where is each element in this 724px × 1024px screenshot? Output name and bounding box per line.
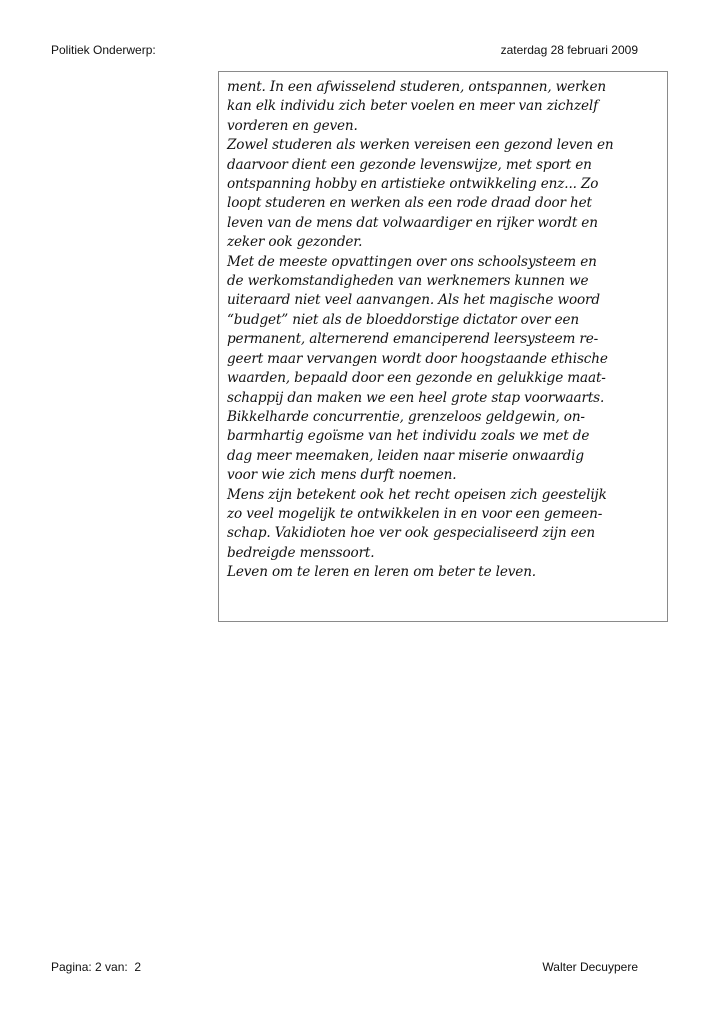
text-line: uiteraard niet veel aanvangen. Als het magische woord (227, 292, 600, 309)
text-line: geert maar vervangen wordt door hoogstaande ethische (227, 350, 608, 367)
text-box (218, 71, 668, 622)
text-line: zo veel mogelijk te ontwikkelen in en voor een gemeen- (227, 505, 603, 522)
text-line: daarvoor dient een gezonde levenswijze, met sport en (227, 156, 592, 173)
header-date: zaterdag 28 februari 2009 (500, 43, 638, 57)
text-line: loopt studeren en werken als een rode draad door het (227, 195, 592, 212)
text-line: ontspanning hobby en artistieke ontwikkeling enz... Zo (227, 176, 599, 193)
text-line: Zowel studeren als werken vereisen een gezond leven en (227, 137, 614, 154)
text-line: Bikkelharde concurrentie, grenzeloos geldgewin, on- (227, 408, 585, 425)
text-line: ment. In een afwisselend studeren, ontspannen, werken (227, 79, 606, 95)
text-line: waarden, bepaald door een gezonde en gelukkige maat- (227, 370, 606, 387)
text-line: zeker ook gezonder. (227, 234, 363, 251)
header-subject: Politiek Onderwerp: (51, 43, 156, 57)
text-line: barmhartig egoïsme van het individu zoals we met de (227, 428, 590, 445)
text-line: de werkomstandigheden van werknemers kunnen we (227, 273, 589, 290)
text-line: schappij dan maken we een heel grote stap voorwaarts. (227, 389, 605, 406)
text-line: bedreigde menssoort. (227, 544, 375, 561)
text-line: Leven om te leren en leren om beter te leven. (227, 564, 536, 581)
text-line: “budget” niet als de bloeddorstige dictator over een (227, 311, 580, 328)
text-line: leven van de mens dat volwaardiger en rijker wordt en (227, 214, 598, 231)
text-line: Mens zijn betekent ook het recht opeisen zich geestelijk (227, 486, 607, 503)
text-line: kan elk individu zich beter voelen en meer van zichzelf (227, 98, 598, 115)
text-line: permanent, alternerend emanciperend leersysteem re- (227, 331, 599, 348)
text-line: Met de meeste opvattingen over ons schoolsysteem en (227, 253, 597, 270)
text-line: vorderen en geven. (227, 117, 358, 134)
text-line: voor wie zich mens durft noemen. (227, 467, 457, 484)
text-line: dag meer meemaken, leiden naar miserie onwaardig (227, 447, 584, 464)
text-line: schap. Vakidioten hoe ver ook gespecialiseerd zijn een (227, 525, 596, 542)
footer-author: Walter Decuypere (542, 960, 638, 974)
footer-page-number: Pagina: 2 van: 2 (51, 960, 142, 974)
